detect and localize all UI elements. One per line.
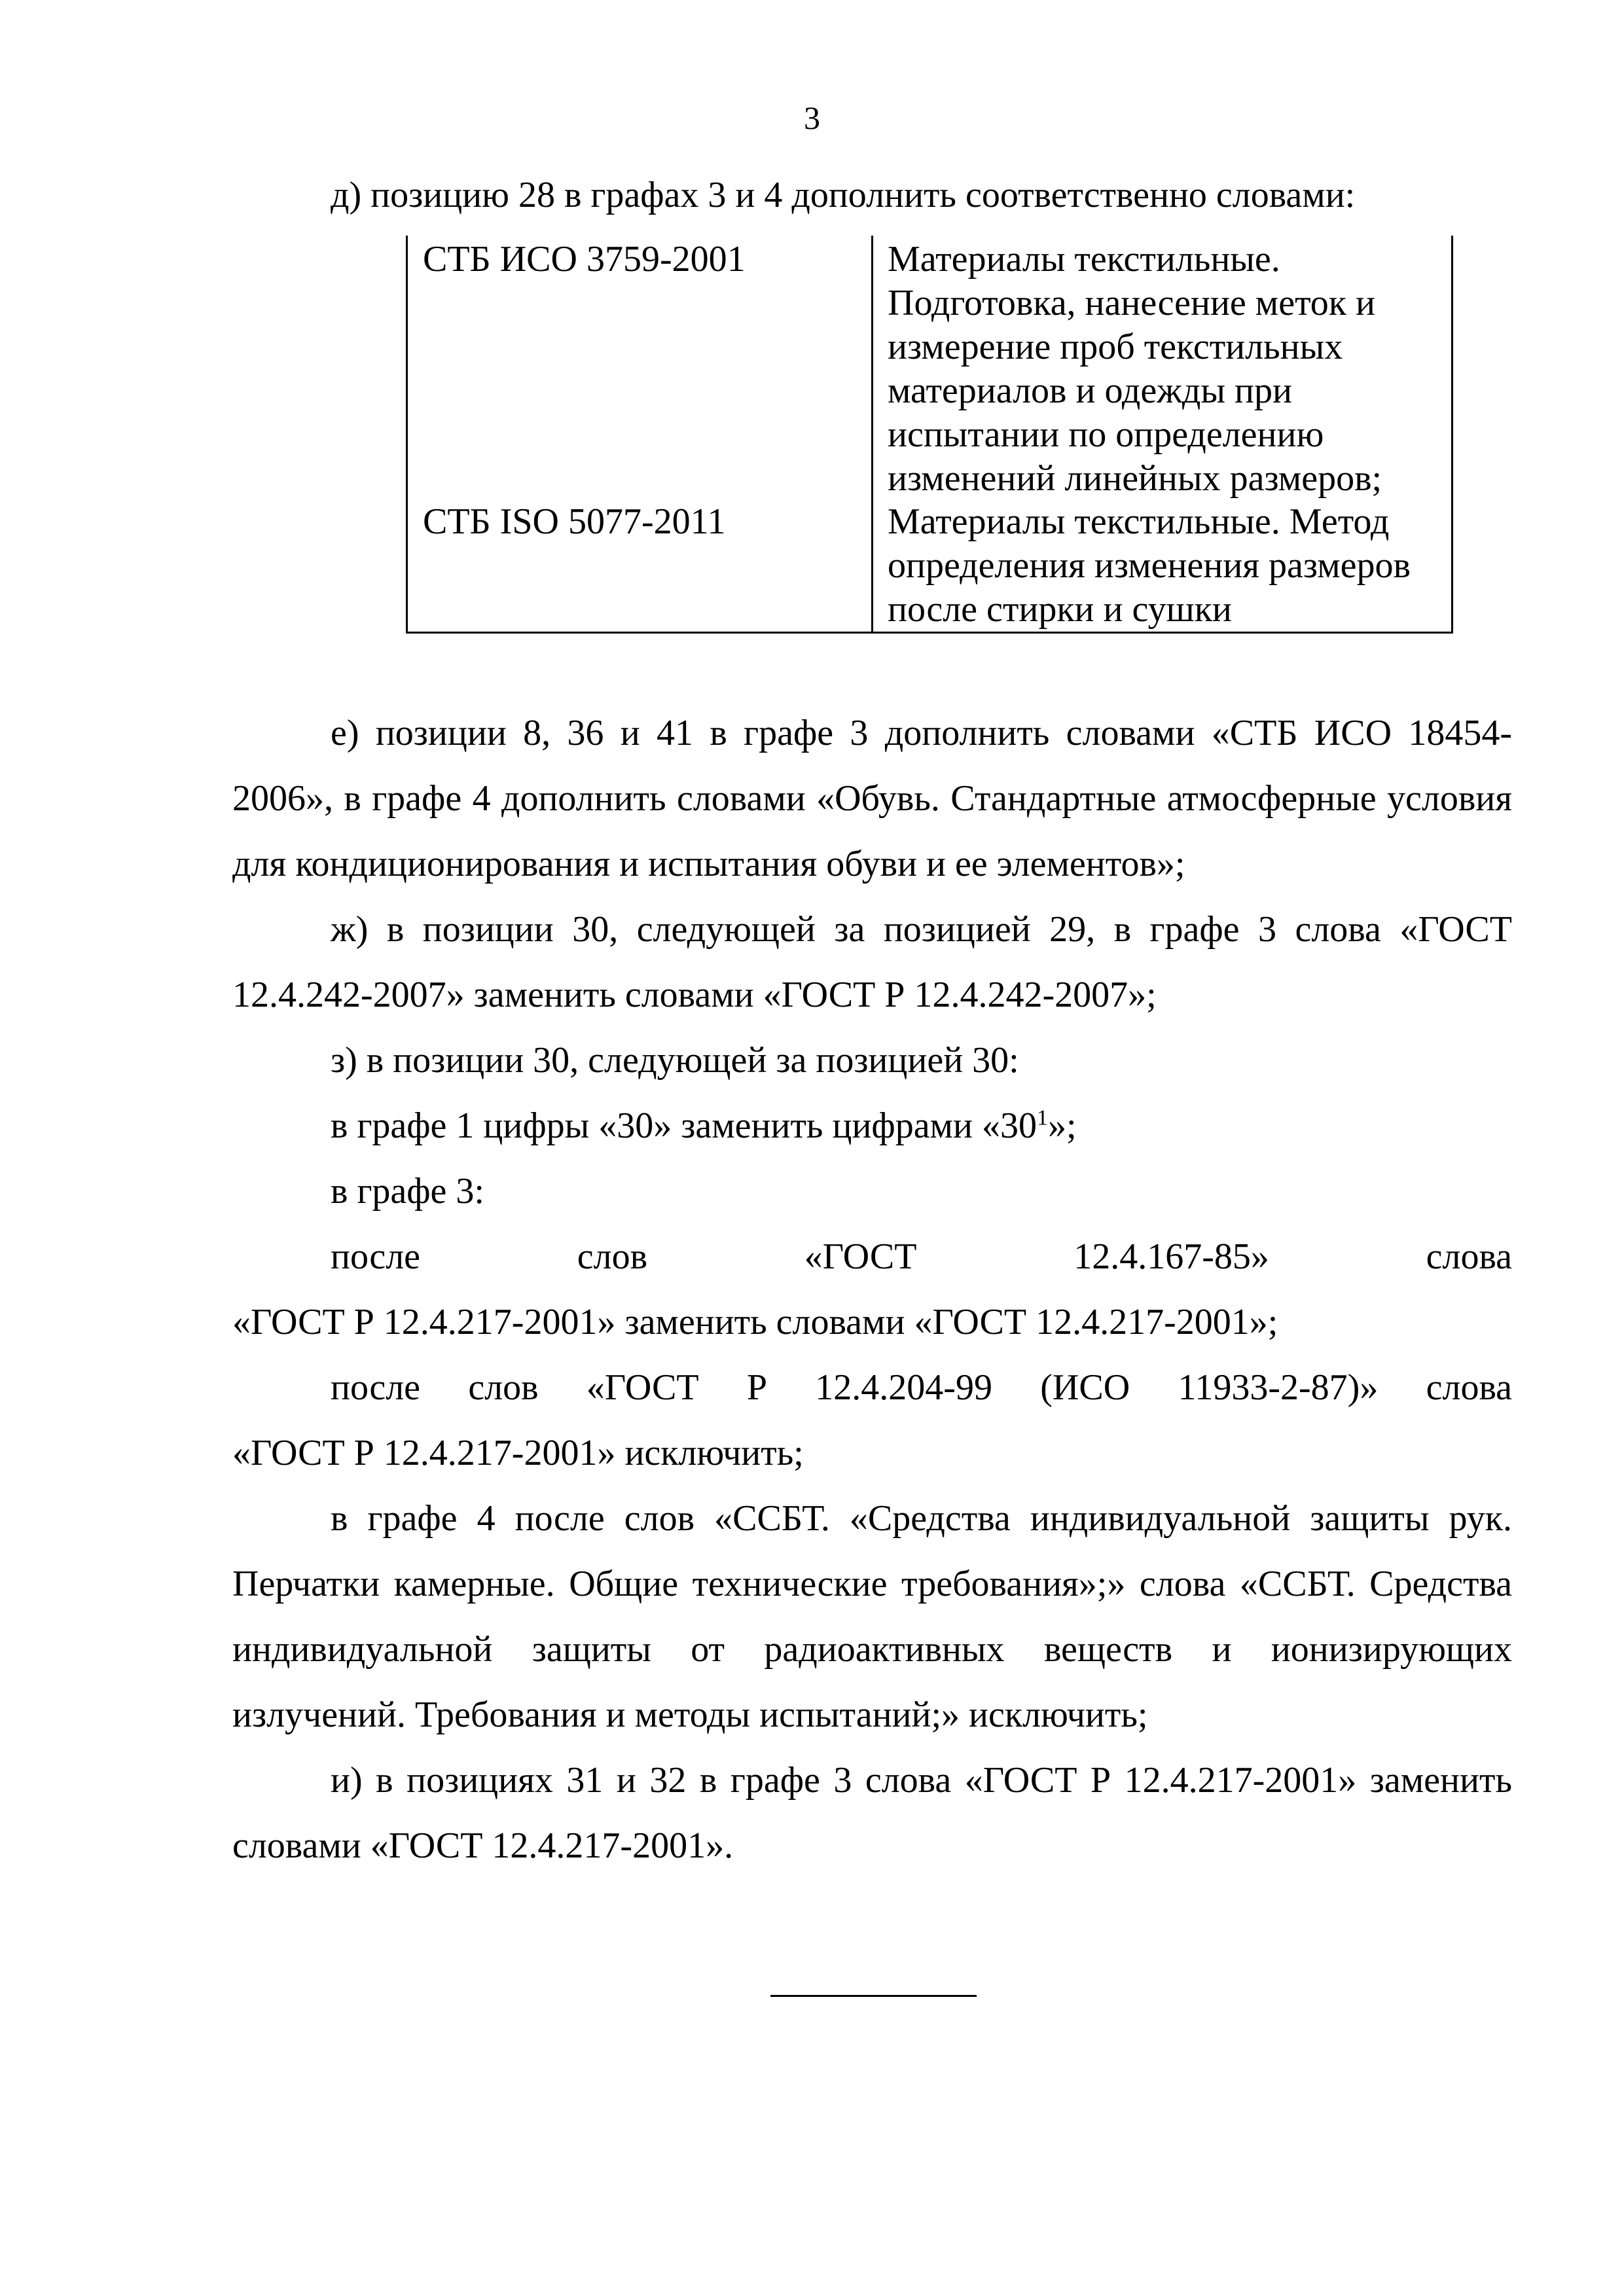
title-line: Подготовка, нанесение меток и: [888, 283, 1375, 323]
table-cell-code: СТБ ИСО 3759-2001: [423, 239, 746, 279]
title-line: Материалы текстильные. Метод: [888, 501, 1390, 542]
title-line: определения изменения размеров: [888, 545, 1411, 586]
body-text: [232, 700, 1512, 1878]
superscript: 1: [1036, 1105, 1048, 1130]
title-line: после стирки и сушки: [888, 589, 1232, 630]
title-line: материалов и одежды при: [888, 370, 1292, 411]
intro-paragraph: д) позицию 28 в графах 3 и 4 дополнить соответственно словами:: [331, 175, 1356, 215]
standards-table: [406, 236, 1453, 634]
end-rule: [770, 1995, 977, 1997]
title-line: измерение проб текстильных: [888, 327, 1343, 367]
paragraph-grafa-1: [232, 1093, 1512, 1158]
paragraph-grafa-3: в графе 3:: [331, 1171, 484, 1211]
grafa1-text: в графе 1 цифры «30» заменить цифрами «30: [331, 1105, 1037, 1146]
title-line: испытании по определению: [888, 414, 1324, 455]
paragraph-after-words-1: после слов «ГОСТ 12.4.167-85» слова: [331, 1236, 1512, 1277]
table-column-divider: [871, 236, 873, 632]
paragraph-e: е) позиции 8, 36 и 41 в графе 3 дополнить словами «СТБ ИСО 18454-2006», в графе 4 дополнить словами «Обувь. Стандартные атмосферные условия для кондиционирования и испытания обуви и ее элементов»;: [232, 713, 1512, 884]
paragraph-after-words-2: после слов «ГОСТ Р 12.4.204-99 (ИСО 11933-2-87)» слова: [331, 1367, 1512, 1408]
grafa1-text-end: »;: [1047, 1105, 1077, 1146]
paragraph-after-words-2-cont: «ГОСТ Р 12.4.217-2001» исключить;: [232, 1433, 804, 1473]
paragraph-i: и) в позициях 31 и 32 в графе 3 слова «ГОСТ Р 12.4.217-2001» заменить словами «ГОСТ 12.4.217-2001».: [232, 1760, 1512, 1866]
title-line: изменений линейных размеров;: [888, 458, 1382, 499]
paragraph-zh: ж) в позиции 30, следующей за позицией 29, в графе 3 слова «ГОСТ 12.4.242-2007» заменить словами «ГОСТ Р 12.4.242-2007»;: [232, 909, 1512, 1015]
table-cell-title: [888, 238, 1382, 501]
paragraph-z: з) в позиции 30, следующей за позицией 30:: [331, 1040, 1019, 1081]
title-line: Материалы текстильные.: [888, 239, 1280, 279]
page-number: 3: [804, 99, 820, 136]
paragraph-grafa-4: в графе 4 после слов «ССБТ. «Средства индивидуальной защиты рук. Перчатки камерные. Общие технические требования»;» слова «ССБТ. Средства индивидуальной защиты от радиоактивных веществ и ионизирующих излучений. Требования и методы испытаний;» исключить;: [232, 1498, 1512, 1735]
paragraph-after-words-1-cont: «ГОСТ Р 12.4.217-2001» заменить словами «ГОСТ 12.4.217-2001»;: [232, 1302, 1278, 1342]
table-cell-title: [888, 500, 1411, 632]
table-cell-code: СТБ ISO 5077-2011: [423, 501, 726, 542]
